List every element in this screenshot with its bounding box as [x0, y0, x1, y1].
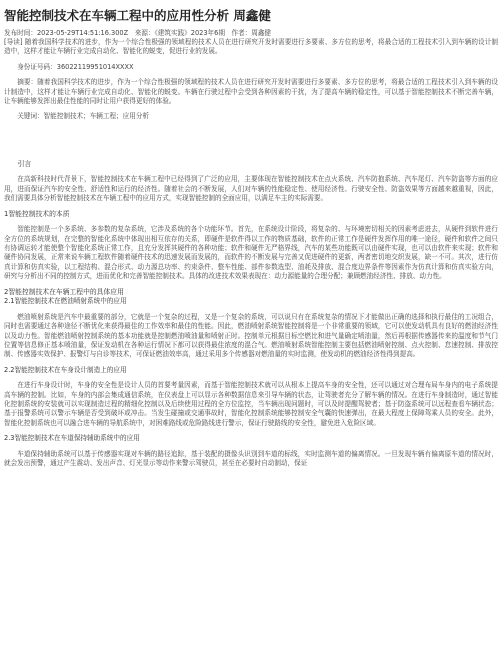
section-2-3-paragraph: 车道保持辅助系统可以基于传感器实现对车辆的路径追踪，基于装配的摄像头识别到车道的标线，实时监测车道的偏离情况。一旦发现车辆有偏离原车道的情况时，就会发出预警，通过产生震动、发出声音、灯光显示等动作来警示驾驶员，甚至在必要时自动制动，保证 [4, 449, 498, 467]
keywords: 关键词：智能控制技术；车辆工程；应用分析 [17, 112, 150, 121]
section-2-1-heading: 2.1智能控制技术在燃油喷射系统中的应用 [4, 297, 127, 306]
author-unit: 身份证号码：36022119951014XXXX [17, 62, 134, 71]
publish-meta: 发布时间：2023-05-29T14:51:16.300Z 来源：《建筑实践》2023年6期 作者：周鑫健 [4, 29, 272, 37]
intro-paragraph: 在高新科技时代背景下，智能控制技术在车辆工程中已经得到了广泛的应用，主要体现在智能控制技术在点火系统、汽车防抱系统、汽车尾灯、汽车防盗等方面的应用，进而保证汽车的安全性、舒适性和运行的经济性。随着社会的不断发展，人们对车辆的性能稳定性、使用经济性、行驶安全性、防盗效果等方面越来越重视，因此，我们需要具体分析智能控制技术在车辆工程中的应用方式，实现智能控制的全面应用，以满足车主的实际需要。 [4, 175, 498, 203]
section-2-3-heading: 2.3智能控制技术在车道保持辅助系统中的应用 [4, 434, 140, 443]
section-1-heading: 1智能控制技术的本质 [4, 209, 70, 218]
section-1-paragraph: 智能控制是一个多系统、多参数的复杂系统，它涉及系统的各个功能环节。首先，在系统设计阶段，将复杂的、与环境密切相关的因素考虑进去，从硬件到软件进行全方位的系统规划，在完整的智能化系统中体现出相互依存的关系，即硬件是软件得以工作的物质基础，软件的正常工作是硬件发挥作用的唯一途径，硬件和软件之间只有协调运转才能使整个智能化系统正常工作，且充分发挥其硬件的各种功能；软件和硬件无严格界线，汽车的某些功能既可以由硬件实现，也可以由软件来实现；软件和硬件协同发展，正常来说车辆工程软件随着硬件技术的迅速发展而发展的，而软件的不断发展与完善又促进硬件的更新，两者密切地交织发展，缺一不可。其次，进行仿真计算和仿真实验，以工程结构、混合形式、动力源总功率、约束条件、整车性能、部件参数选型、油耗及排放、混合度边界条件等因素作为仿真计算和仿真实验方向，研究与分析出不同的控制方式，进而优化和完善智能控制技术。具体的改进技术效果表现在：动力源能量的合理分配；兼顾燃油经济性、排放、动力性。 [4, 225, 498, 281]
section-2-2-heading: 2.2智能控制技术在车身设计制造上的应用 [4, 365, 127, 374]
abstract-paragraph: 摘要：随着我国科学技术的进步，作为一个综合性极强的领域程的技术人员在进行研究开发时需要进行多要素、多方位的思考，将最合适的工程技术引入到车辆的设计制造中，这样才能让车辆行业完成自动化、智能化的蜕变。车辆在行驶过程中会受到各种因素的干扰，为了提高车辆的稳定性，可以基于智能控制技术不断完善车辆，让车辆能够发挥出最佳性能的同时让用户获得更好的体验。 [4, 78, 498, 106]
intro-heading: 引言 [17, 159, 32, 168]
lead-paragraph: [导读] 随着我国科学技术的进步，作为一个综合性极强的领域程的技术人员在进行研究开发时需要进行多要素、多方位的思考，将最合适的工程技术引入到车辆的设计制造中，这样才能让车辆行业完成自动化、智能化的蜕变，促进行业的发展。 [4, 38, 498, 56]
article-title: 智能控制技术在车辆工程中的应用性分析 周鑫健 [4, 8, 271, 23]
section-2-1-paragraph: 燃油喷射系统是汽车中最重要的部分，它就是一个复杂的过程，又是一个复杂的系统，可以说只有在系统复杂的情况下才能做出正确的选择和执行最佳的工况组合，同时也需要通过各种途径不断优化来获得最佳的工作效率和最佳的性能。因此，燃油喷射系统智能控制将是一个非常重要的领域，它可以使发动机具有良好的燃油经济性以及动力性。智能燃油喷射控制系统的基本功能就是控制燃油喷油量和喷射正时。控制单元根据目标空燃比和进气量确定喷油量，然后再根据传感器传来的温度和节气门位置等信息修正基本喷油量，保证发动机在各种运行情况下都可以获得最佳浓度的混合气。燃油喷射系统智能控制主要包括燃油喷射控制、点火控制、怠速控制、排放控制、传感器实效保护、报警灯与自诊等技术，可保证燃油效率高，通过采用多个传感器对燃油量的实时监测，使发动机的燃油经济性得到提高。 [4, 312, 498, 359]
section-2-heading: 2智能控制技术在车辆工程中的具体应用 [4, 287, 124, 296]
section-2-2-paragraph: 在进行车身设计时，车身的安全性是设计人员的首要考量因素，而基于智能控制技术就可以从根本上提高车身的安全性，还可以通过对合理布局车身内的电子系统提高车辆的控制。比如，车身的内部会集成通信系统，在仪表盘上可以显示各种数据信息来引导车辆的状态，让驾驶者充分了解车辆的情况。在进行车身制造时，通过智能化控制系统的安装就可以实现制造过程的精细化控制以及后续使用过程的全方位监控，当车辆出现问题时，可以及时提醒驾驶者；基于防盗系统可以远程查看车辆状态；基于报警系统可以警示车辆是否受到破坏或冲击。当发生碰撞或交通事故时，智能化控制系统能够控制安全气囊的快速弹出，在最大程度上保障驾乘人员的安全。此外，智能化控制系统也可以融合进车辆的导航系统中，对困难路线或危险路线进行警示，保证行驶路线的安全性，避免进入危险区域。 [4, 381, 498, 427]
